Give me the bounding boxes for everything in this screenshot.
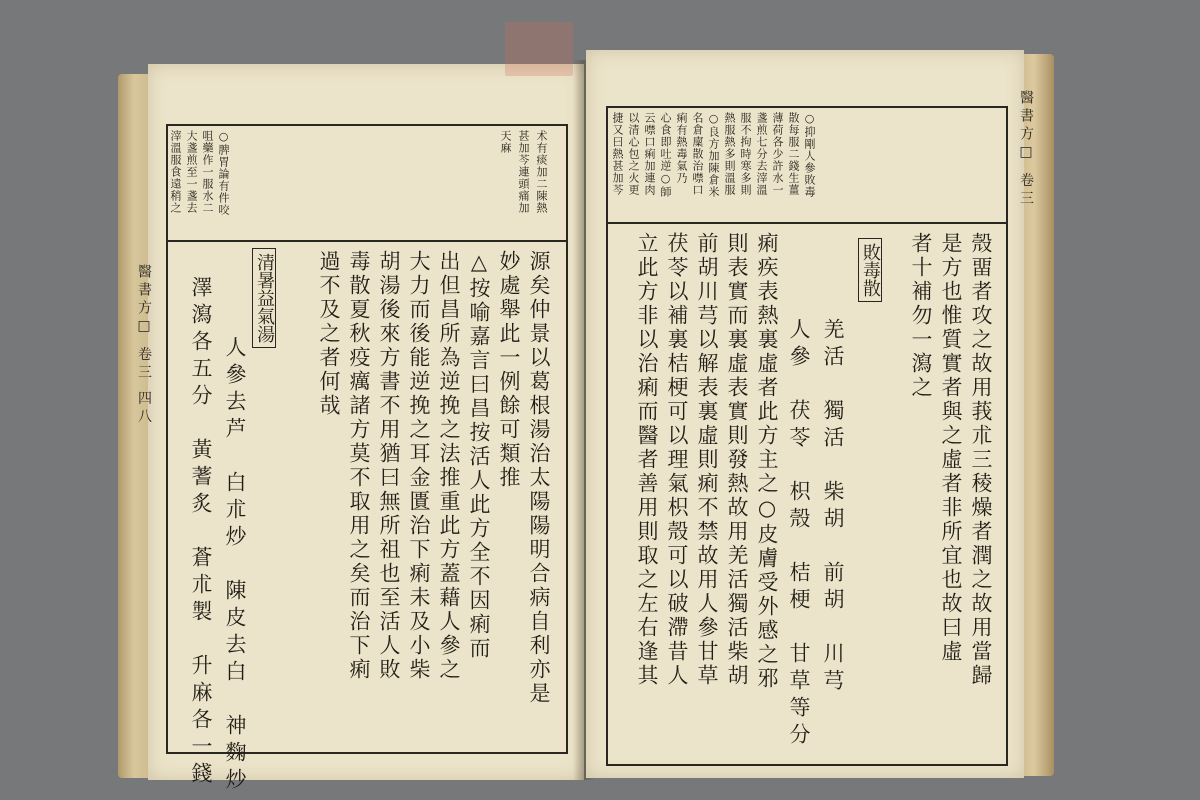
note-line: 散每服二錢生薑 bbox=[787, 112, 800, 196]
note-line: 大盞煎至一盞去 bbox=[185, 130, 198, 214]
note-line: 捷又曰熱甚加芩 bbox=[611, 112, 624, 196]
formula-title: 敗毒散 bbox=[858, 238, 882, 302]
note-line: ○抑剛人參敗毒 bbox=[803, 112, 816, 198]
note-line: 名倉廩散治噤口 bbox=[691, 112, 704, 196]
note-line: 云噤口痢加連肉 bbox=[643, 112, 656, 196]
herb-list-line: 澤瀉各五分 黃蓍炙 蒼朮製 升麻各一錢 bbox=[189, 276, 213, 789]
left-page-margin-title: 醫書方□ 卷三 四八 bbox=[136, 264, 152, 427]
note-line: ○脾胃論有件咬 bbox=[217, 130, 230, 216]
open-book bbox=[118, 40, 1054, 795]
right-page-frame bbox=[606, 106, 1008, 766]
text-column: 妙處舉此一例餘可類推 bbox=[497, 250, 521, 490]
text-column: 立此方非以治痢而醫者善用則取之左右逢其 bbox=[635, 232, 659, 688]
right-page-margin-title: 醫書方□ 卷三 bbox=[1018, 90, 1034, 209]
text-column: 殼畱者攻之故用莪朮三稜燥者潤之故用當歸 bbox=[969, 232, 993, 688]
text-column: 是方也惟質實者與之虛者非所宜也故曰虛 bbox=[939, 232, 963, 664]
herb-list-line: 人參去芦 白朮炒 陳皮去白 神麴炒 bbox=[223, 336, 247, 795]
herb-list-line: 羌活 獨活 柴胡 前胡 川芎 bbox=[821, 318, 845, 696]
text-column: 源矣仲景以葛根湯治太陽陽明合病自利亦是 bbox=[527, 250, 551, 706]
text-column: 毒散夏秋疫癘諸方莫不取用之矣而治下痢 bbox=[347, 250, 371, 682]
note-line: 术有痰加二陳熱 bbox=[535, 130, 548, 214]
note-line: 甚加芩連頭痛加 bbox=[517, 130, 530, 214]
text-column: 出但昌所為逆挽之法推重此方蓋藉人參之 bbox=[437, 250, 461, 682]
note-line: 服不拘時寒多則 bbox=[739, 112, 752, 196]
text-column: 大力而後能逆挽之耳金匱治下痢未及小柴 bbox=[407, 250, 431, 682]
herb-list-line: 人參 茯苓 枳殼 桔梗 甘草等分 bbox=[787, 318, 811, 750]
library-seal-stamp bbox=[505, 22, 573, 76]
text-column: 胡湯後來方書不用猶曰無所祖也至活人敗 bbox=[377, 250, 401, 682]
left-header-divider bbox=[168, 240, 566, 242]
note-line: 滓溫服食遠稍之 bbox=[169, 130, 182, 214]
note-line: ○良方加陳倉米 bbox=[707, 112, 720, 198]
left-page-frame bbox=[166, 124, 568, 795]
text-column: 痢疾表熱裏虛者此方主之○皮膚受外感之邪 bbox=[755, 232, 779, 691]
text-column: △按喻嘉言曰昌按活人此方全不因痢而 bbox=[467, 250, 491, 661]
formula-title: 清暑益氣湯 bbox=[252, 248, 276, 348]
text-column: 茯苓以補裏桔梗可以理氣枳殼可以破滯昔人 bbox=[665, 232, 689, 688]
right-header-divider bbox=[608, 222, 1006, 224]
note-line: 心食即吐逆○師 bbox=[659, 112, 672, 198]
right-page bbox=[586, 50, 1034, 778]
note-line: 以清心包之火更 bbox=[627, 112, 640, 196]
note-line: 薄荷各少許水一 bbox=[771, 112, 784, 196]
note-line: 天麻 bbox=[499, 130, 512, 154]
text-column: 前胡川芎以解表裏虛則痢不禁故用人參甘草 bbox=[695, 232, 719, 688]
text-column: 過不及之者何哉 bbox=[317, 250, 341, 418]
note-line: 咀藥作一服水二 bbox=[201, 130, 214, 214]
text-column: 者十補勿一瀉之 bbox=[909, 232, 933, 400]
text-column: 則表實而裏虛表實則發熱故用羌活獨活柴胡 bbox=[725, 232, 749, 688]
left-page bbox=[136, 64, 584, 795]
note-line: 痢有熱毒氣乃 bbox=[675, 112, 688, 184]
note-line: 盞煎七分去滓溫 bbox=[755, 112, 768, 196]
note-line: 熱服熱多則溫服 bbox=[723, 112, 736, 196]
